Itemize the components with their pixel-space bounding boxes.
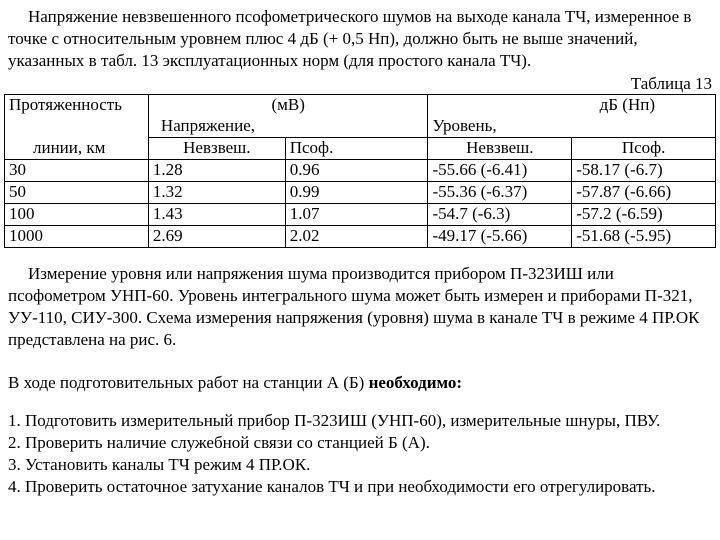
- steps-list: [8, 410, 714, 498]
- list-item: 2. Проверить наличие служебной связи со станцией Б (А).: [8, 433, 430, 452]
- header-length-top: Протяженность: [5, 95, 149, 117]
- list-item: 4. Проверить остаточное затухание каналов ТЧ и при необходимости его отрегулировать.: [8, 477, 656, 496]
- unweighted-voltage-cell: 1.32: [148, 182, 285, 204]
- unweighted-voltage-cell: 1.43: [148, 204, 285, 226]
- psoph-voltage-cell: 2.02: [285, 226, 428, 248]
- psoph-level-cell: -58.17 (-6.7): [572, 160, 716, 182]
- table-header-row-2: [5, 116, 716, 138]
- length-cell: 1000: [5, 226, 149, 248]
- table-header-row-1: [5, 95, 716, 117]
- psoph-level-cell: -57.2 (-6.59): [572, 204, 716, 226]
- table-header-row-3: [5, 138, 716, 160]
- header-psoph-v: Псоф.: [285, 138, 428, 160]
- header-voltage: Напряжение,: [148, 116, 428, 138]
- intro-paragraph: Напряжение невзвешенного псофометрического шумов на выходе канала ТЧ, измеренное в точке с относительным уровнем плюс 4 дБ (+ 0,5 Нп), должно быть не выше значений, указанных в табл. 13 эксплуатационных норм (для простого канала ТЧ).: [8, 7, 692, 70]
- header-unweighted-l: Невзвеш.: [428, 138, 572, 160]
- table-row: [5, 204, 716, 226]
- preparation-heading: [8, 372, 714, 394]
- unweighted-level-cell: -55.66 (-6.41): [428, 160, 572, 182]
- length-cell: 50: [5, 182, 149, 204]
- header-length-bottom: линии, км: [5, 138, 149, 160]
- preparation-lead-bold: необходимо:: [368, 373, 463, 392]
- preparation-lead: В ходе подготовительных работ на станции А (Б): [8, 373, 369, 392]
- psoph-voltage-cell: 1.07: [285, 204, 428, 226]
- measurement-paragraph: Измерение уровня или напряжения шума производится прибором П-323ИШ или псофометром УНП-60. Уровень интегрального шума может быть измерен и приборами П-321, УУ-110, СИУ-300. Схема измерения напряжения (уровня) шума в канале ТЧ в режиме 4 ПР.ОК представлена на рис. 6.: [8, 264, 700, 349]
- table-row: [5, 182, 716, 204]
- table-caption: Таблица 13: [630, 74, 712, 93]
- length-cell: 100: [5, 204, 149, 226]
- psoph-level-cell: -51.68 (-5.95): [572, 226, 716, 248]
- table-row: [5, 226, 716, 248]
- psoph-voltage-cell: 0.96: [285, 160, 428, 182]
- header-mv-unit: (мВ): [148, 95, 428, 117]
- unweighted-level-cell: -49.17 (-5.66): [428, 226, 572, 248]
- unweighted-voltage-cell: 1.28: [148, 160, 285, 182]
- list-item: 1. Подготовить измерительный прибор П-323ИШ (УНП-60), измерительные шнуры, ПВУ.: [8, 411, 661, 430]
- unweighted-level-cell: -55.36 (-6.37): [428, 182, 572, 204]
- noise-norms-table: [4, 94, 716, 248]
- unweighted-level-cell: -54.7 (-6.3): [428, 204, 572, 226]
- psoph-voltage-cell: 0.99: [285, 182, 428, 204]
- header-db-unit: дБ (Нп): [428, 95, 716, 117]
- length-cell: 30: [5, 160, 149, 182]
- list-item: 3. Установить каналы ТЧ режим 4 ПР.ОК.: [8, 455, 311, 474]
- unweighted-voltage-cell: 2.69: [148, 226, 285, 248]
- psoph-level-cell: -57.87 (-6.66): [572, 182, 716, 204]
- header-psoph-l: Псоф.: [572, 138, 716, 160]
- header-unweighted-v: Невзвеш.: [148, 138, 285, 160]
- table-row: [5, 160, 716, 182]
- header-level: Уровень,: [428, 116, 716, 138]
